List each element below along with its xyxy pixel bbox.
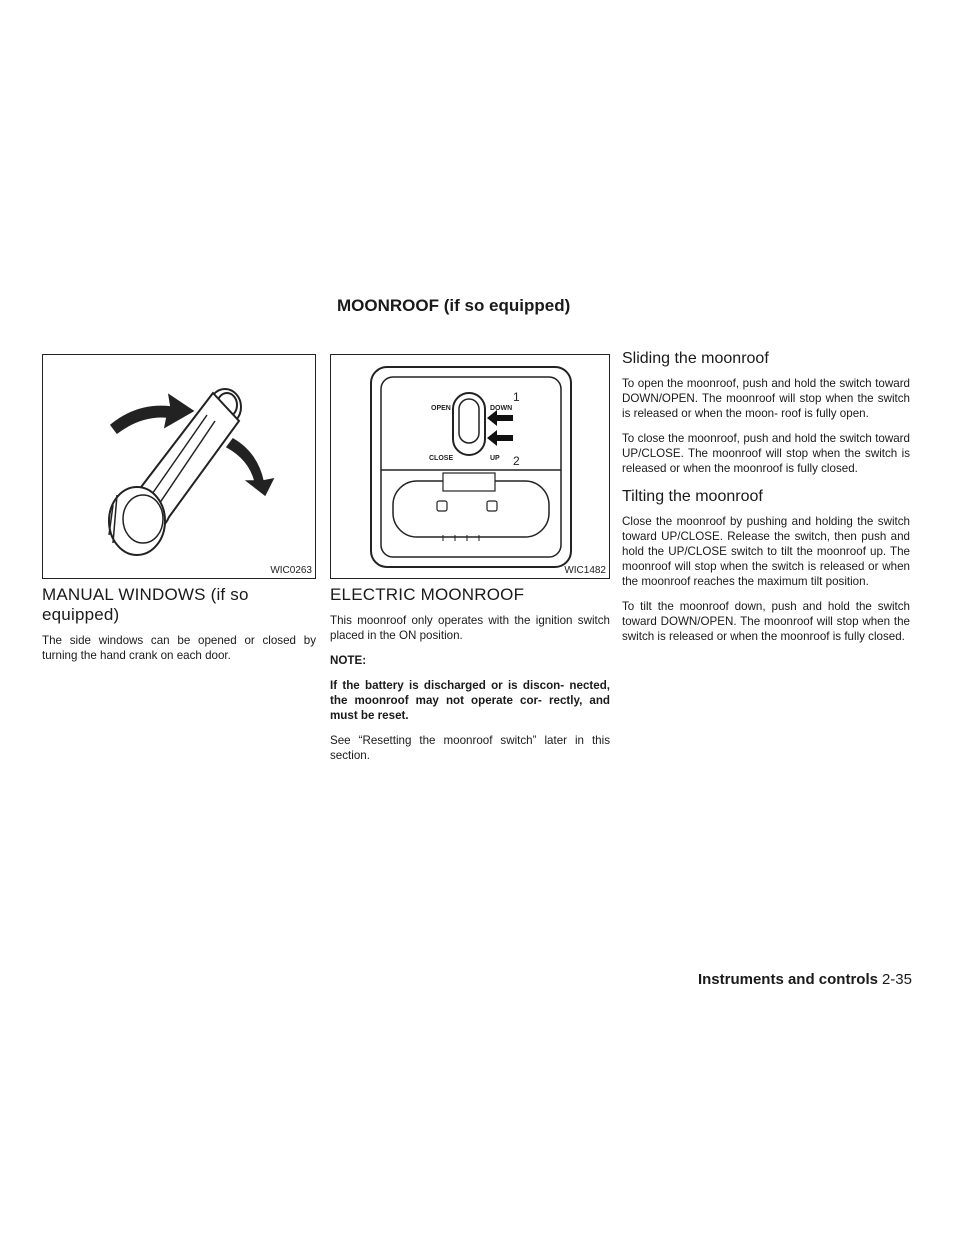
footer-section-title: Instruments and controls [697, 971, 878, 988]
rotate-arrow-icon [227, 439, 273, 495]
heading-sliding-moonroof: Sliding the moonroof [622, 350, 769, 367]
paragraph: The side windows can be opened or closed by turning the hand crank on each door. [42, 634, 316, 662]
label-close: CLOSE [429, 455, 454, 462]
callout-1: 1 [513, 390, 520, 404]
label-up: UP [490, 455, 500, 462]
callout-2: 2 [513, 454, 520, 468]
figure-label: WIC1482 [564, 565, 606, 576]
page-number: 2-35 [881, 971, 912, 988]
rotate-arrow-icon [111, 395, 193, 433]
heading-electric-moonroof: ELECTRIC MOONROOF [330, 585, 525, 604]
column-manual-windows [42, 354, 316, 673]
section-header: MOONROOF (if so equipped) [337, 296, 571, 315]
heading-manual-windows: MANUAL WINDOWS (if so equipped) [42, 585, 249, 624]
figure-label: WIC0263 [270, 565, 312, 576]
paragraph: To tilt the moonroof down, push and hold the switch toward DOWN/OPEN. The moonroof will stop when the switch is released or when the moonroof is fully closed. [622, 600, 910, 643]
paragraph: This moonroof only operates with the ignition switch placed in the ON position. [330, 614, 610, 642]
paragraph: See “Resetting the moonroof switch” later in this section. [330, 734, 610, 762]
moonroof-switch-illustration [331, 355, 611, 580]
window-crank-illustration [43, 355, 317, 580]
column-moonroof-operation [622, 350, 910, 654]
figure-moonroof-switch [330, 354, 610, 579]
column-electric-moonroof [330, 354, 610, 773]
figure-window-crank [42, 354, 316, 579]
note-text: If the battery is discharged or is discon- nected, the moonroof may not operate cor- rectly, and must be reset. [330, 679, 610, 722]
label-down: DOWN [490, 405, 513, 412]
paragraph: Close the moonroof by pushing and holding the switch toward UP/CLOSE. Release the switch, then push and hold the UP/CLOSE switch to tilt the moonroof up. The moonroof will stop when the switch is released or when the moonroof reaches the maximum tilt position. [622, 515, 910, 588]
note-label: NOTE: [330, 654, 367, 667]
page-footer [634, 971, 912, 988]
paragraph: To close the moonroof, push and hold the switch toward UP/CLOSE. The moonroof will stop when the switch is released or when the moonroof is fully closed. [622, 432, 910, 475]
label-open: OPEN [431, 405, 451, 412]
paragraph: To open the moonroof, push and hold the switch toward DOWN/OPEN. The moonroof will stop when the switch is released or when the moon- roof is fully open. [622, 377, 910, 420]
heading-tilting-moonroof: Tilting the moonroof [622, 488, 763, 505]
